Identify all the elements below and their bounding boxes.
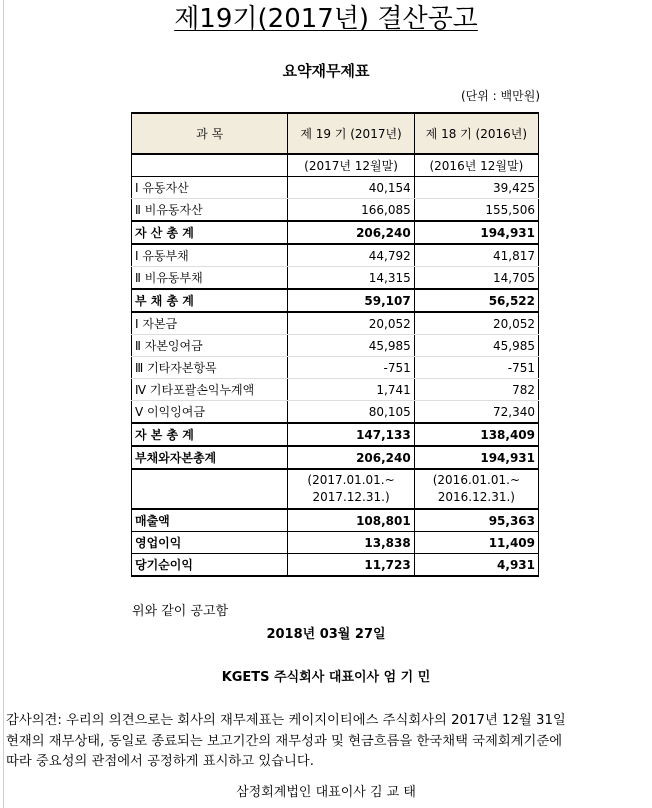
period-current-end: 2017.12.31.) [312,490,390,504]
current-value: 108,801 [288,509,414,532]
current-value: 206,240 [288,446,414,469]
current-value: 166,085 [288,199,414,222]
previous-value: 194,931 [414,221,538,244]
table-row [132,267,539,290]
previous-value: 155,506 [414,199,538,222]
audit-opinion-line: 따라 중요성의 관점에서 공정하게 표시하고 있습니다. [6,754,314,769]
table-row [132,554,539,577]
previous-value: 4,931 [414,554,538,577]
previous-value: 56,522 [414,289,538,312]
account-label: Ⅴ 이익잉여금 [132,401,288,424]
period-current-start: (2017.01.01.~ [307,473,395,487]
current-value: 11,723 [288,554,414,577]
section-title: 요약재무제표 [282,62,370,80]
date-row [132,154,539,177]
period-previous-start: (2016.01.01.~ [432,473,520,487]
audit-opinion [6,711,652,773]
header-account: 과 목 [132,113,288,154]
previous-value: 782 [414,379,538,401]
table-row [132,509,539,532]
table-header-row [132,113,539,154]
unit-label: (단위 : 백만원) [461,89,540,103]
table-row [132,177,539,199]
current-value: 44,792 [288,244,414,267]
period-previous-end: 2016.12.31.) [437,490,515,504]
previous-value: 72,340 [414,401,538,424]
current-value: 45,985 [288,335,414,357]
period-previous [414,469,538,509]
account-label: 부채와자본총계 [132,446,288,469]
audit-opinion-line: 감사의견: 우리의 의견으로는 회사의 재무제표는 케이지이티에스 주식회사의 2017년 12월 31일 [6,713,566,728]
table-row [132,532,539,554]
date-row-label [132,154,288,177]
ceo-signature: KGETS 주식회사 대표이사 엄 기 민 [221,670,431,685]
current-value: 20,052 [288,312,414,335]
previous-value: -751 [414,357,538,379]
current-value: -751 [288,357,414,379]
announcement-date: 2018년 03월 27일 [266,627,386,642]
table-row [132,357,539,379]
table-row [132,312,539,335]
current-value: 13,838 [288,532,414,554]
period-row [132,469,539,509]
account-label: Ⅱ 비유동자산 [132,199,288,222]
audit-opinion-line: 현재의 재무상태, 동일로 종료되는 보고기간의 재무성과 및 현금흐름을 한국채택 국제회계기준에 [6,733,563,749]
account-label: 매출액 [132,509,288,532]
account-label: Ⅲ 기타자본항목 [132,357,288,379]
date-current: (2017년 12월말) [288,154,414,177]
previous-value: 138,409 [414,423,538,446]
account-label: 당기순이익 [132,554,288,577]
auditor-signature: 삼정회계법인 대표이사 김 교 태 [236,785,416,800]
current-value: 206,240 [288,221,414,244]
table-row [132,221,539,244]
account-label: Ⅳ 기타포괄손익누계액 [132,379,288,401]
account-label: Ⅰ 유동자산 [132,177,288,199]
previous-value: 11,409 [414,532,538,554]
table-row [132,289,539,312]
previous-value: 41,817 [414,244,538,267]
previous-value: 194,931 [414,446,538,469]
table-row [132,199,539,222]
notice-text: 위와 같이 공고함 [132,604,229,619]
table-row [132,379,539,401]
table-row [132,446,539,469]
account-label: Ⅱ 자본잉여금 [132,335,288,357]
previous-value: 14,705 [414,267,538,290]
financial-statement-table [131,112,539,577]
account-label: 영업이익 [132,532,288,554]
table-row [132,335,539,357]
account-label: Ⅰ 자본금 [132,312,288,335]
current-value: 80,105 [288,401,414,424]
table-row [132,244,539,267]
current-value: 1,741 [288,379,414,401]
previous-value: 45,985 [414,335,538,357]
table-row [132,423,539,446]
period-row-label [132,469,288,509]
period-current [288,469,414,509]
current-value: 147,133 [288,423,414,446]
account-label: Ⅰ 유동부채 [132,244,288,267]
header-previous-period: 제 18 기 (2016년) [414,113,538,154]
table-row [132,401,539,424]
date-previous: (2016년 12월말) [414,154,538,177]
account-label: 자 산 총 계 [132,221,288,244]
header-current-period: 제 19 기 (2017년) [288,113,414,154]
account-label: 자 본 총 계 [132,423,288,446]
page-title: 제19기(2017년) 결산공고 [174,4,478,34]
previous-value: 95,363 [414,509,538,532]
current-value: 14,315 [288,267,414,290]
previous-value: 39,425 [414,177,538,199]
current-value: 59,107 [288,289,414,312]
account-label: 부 채 총 계 [132,289,288,312]
current-value: 40,154 [288,177,414,199]
previous-value: 20,052 [414,312,538,335]
account-label: Ⅱ 비유동부채 [132,267,288,290]
